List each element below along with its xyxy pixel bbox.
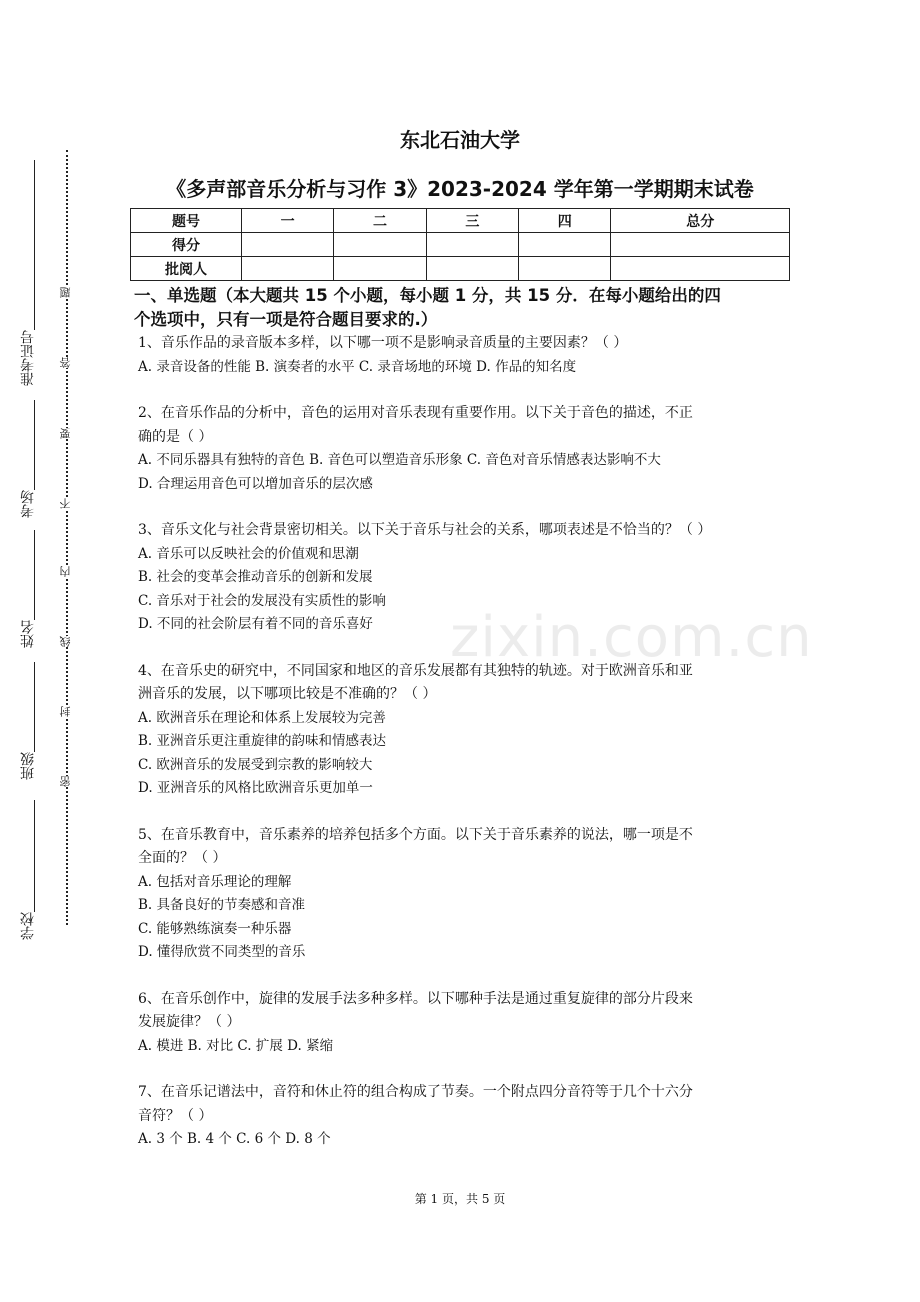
school-label: 学校 xyxy=(20,912,36,940)
section-heading-line: 个选项中，只有一项是符合题目要求的.） xyxy=(134,310,438,329)
question-5 xyxy=(138,824,788,965)
question-2 xyxy=(138,402,788,496)
question-4 xyxy=(138,660,788,801)
exam-content xyxy=(134,284,788,1152)
option-c: C. 欧洲音乐的发展受到宗教的影响较大 xyxy=(138,756,373,773)
score-table-header-cell: 总分 xyxy=(611,209,790,233)
option-d: D. 懂得欣赏不同类型的音乐 xyxy=(138,944,306,960)
question-options: A. 录音设备的性能 B. 演奏者的水平 C. 录音场地的环境 D. 作品的知名度 xyxy=(138,358,577,375)
grader-row-label: 批阅人 xyxy=(131,257,242,281)
question-options: A. 3 个 B. 4 个 C. 6 个 D. 8 个 xyxy=(138,1131,331,1147)
section-heading-line: 一、单选题（本大题共 15 个小题，每小题 1 分，共 15 分．在每小题给出的四 xyxy=(134,286,721,305)
score-table-header-cell: 三 xyxy=(426,209,518,233)
name-label: 姓名 xyxy=(20,620,36,648)
question-text: 全面的？（ ） xyxy=(138,850,227,866)
question-7 xyxy=(138,1081,788,1152)
university-title: 东北石油大学 xyxy=(400,128,520,152)
exam-number-label: 准考证号 xyxy=(20,330,36,386)
exam-room-label: 考场 xyxy=(20,490,36,518)
question-text: 3、音乐文化与社会背景密切相关。以下关于音乐与社会的关系，哪项表述是不恰当的？（ ） xyxy=(138,522,712,538)
question-text: 音符？（ ） xyxy=(138,1107,213,1124)
option-c: C. 能够熟练演奏一种乐器 xyxy=(138,920,292,937)
score-table xyxy=(130,208,790,281)
option-b: B. 具备良好的节奏感和音准 xyxy=(138,897,306,913)
question-text: 发展旋律？（ ） xyxy=(138,1014,241,1030)
seal-char: 线 xyxy=(59,636,72,647)
option-a: A. 音乐可以反映社会的价值观和思潮 xyxy=(138,545,359,562)
score-cell[interactable] xyxy=(242,233,334,257)
grader-cell[interactable] xyxy=(519,257,611,281)
question-text: 确的是（ ） xyxy=(138,428,213,445)
score-table-header-cell: 二 xyxy=(334,209,426,233)
seal-char: 封 xyxy=(59,706,72,717)
seal-line xyxy=(66,150,68,925)
score-cell[interactable] xyxy=(334,233,426,257)
option-a: A. 欧洲音乐在理论和体系上发展较为完善 xyxy=(138,709,386,726)
grader-cell[interactable] xyxy=(242,257,334,281)
question-6 xyxy=(138,988,788,1059)
seal-char: 题 xyxy=(59,287,72,298)
watermark: zixin.com.cn xyxy=(450,605,813,670)
grader-row xyxy=(131,257,790,281)
option-d: D. 亚洲音乐的风格比欧洲音乐更加单一 xyxy=(138,780,373,796)
option-a: A. 包括对音乐理论的理解 xyxy=(138,873,292,890)
option-b: B. 亚洲音乐更注重旋律的韵味和情感表达 xyxy=(138,733,387,749)
score-row-label: 得分 xyxy=(131,233,242,257)
class-blank xyxy=(34,662,35,752)
score-table-header-cell: 一 xyxy=(242,209,334,233)
score-cell[interactable] xyxy=(611,233,790,257)
seal-char: 不 xyxy=(59,498,72,509)
school-blank xyxy=(34,800,35,912)
exam-title: 《多声部音乐分析与习作 3》2023-2024 学年第一学期期末试卷 xyxy=(166,177,754,201)
question-text: 5、在音乐教育中，音乐素养的培养包括多个方面。以下关于音乐素养的说法，哪一项是不 xyxy=(138,826,693,843)
option-b: B. 社会的变革会推动音乐的创新和发展 xyxy=(138,569,373,585)
question-text: 2、在音乐作品的分析中，音色的运用对音乐表现有重要作用。以下关于音色的描述，不正 xyxy=(138,405,693,421)
seal-char: 答 xyxy=(59,357,72,368)
score-cell[interactable] xyxy=(519,233,611,257)
seal-char: 要 xyxy=(59,428,72,439)
seal-char: 内 xyxy=(59,566,72,577)
question-options: D. 合理运用音色可以增加音乐的层次感 xyxy=(138,475,373,492)
exam-room-field[interactable] xyxy=(14,490,42,518)
score-table-header-cell: 题号 xyxy=(131,209,242,233)
question-text: 6、在音乐创作中，旋律的发展手法多种多样。以下哪种手法是通过重复旋律的部分片段来 xyxy=(138,990,693,1007)
question-options: A. 模进 B. 对比 C. 扩展 D. 紧缩 xyxy=(138,1037,334,1054)
question-text: 4、在音乐史的研究中，不同国家和地区的音乐发展都有其独特的轨迹。对于欧洲音乐和亚 xyxy=(138,662,693,679)
score-cell[interactable] xyxy=(426,233,518,257)
question-options: A. 不同乐器具有独特的音色 B. 音色可以塑造音乐形象 C. 音色对音乐情感表达影响不大 xyxy=(138,452,661,468)
seal-char: 密 xyxy=(59,776,72,787)
class-label: 班级 xyxy=(20,752,36,780)
section-heading xyxy=(134,284,788,332)
question-1 xyxy=(138,332,788,379)
question-text: 洲音乐的发展，以下哪项比较是不准确的？（ ） xyxy=(138,686,437,702)
grader-cell[interactable] xyxy=(426,257,518,281)
exam-number-field[interactable] xyxy=(14,330,42,386)
question-text: 1、音乐作品的录音版本多样，以下哪一项不是影响录音质量的主要因素？（ ） xyxy=(138,335,628,351)
question-text: 7、在音乐记谱法中，音符和休止符的组合构成了节奏。一个附点四分音符等于几个十六分 xyxy=(138,1084,693,1100)
name-field[interactable] xyxy=(14,620,42,648)
score-table-header-cell: 四 xyxy=(519,209,611,233)
school-field[interactable] xyxy=(14,912,42,940)
grader-cell[interactable] xyxy=(611,257,790,281)
score-table-header-row xyxy=(131,209,790,233)
exam-room-blank xyxy=(34,400,35,490)
option-c: C. 音乐对于社会的发展没有实质性的影响 xyxy=(138,592,386,609)
page-footer: 第 1 页，共 5 页 xyxy=(414,1192,506,1206)
option-d: D. 不同的社会阶层有着不同的音乐喜好 xyxy=(138,616,373,632)
grader-cell[interactable] xyxy=(334,257,426,281)
name-blank xyxy=(34,530,35,620)
class-field[interactable] xyxy=(14,752,42,780)
score-row xyxy=(131,233,790,257)
